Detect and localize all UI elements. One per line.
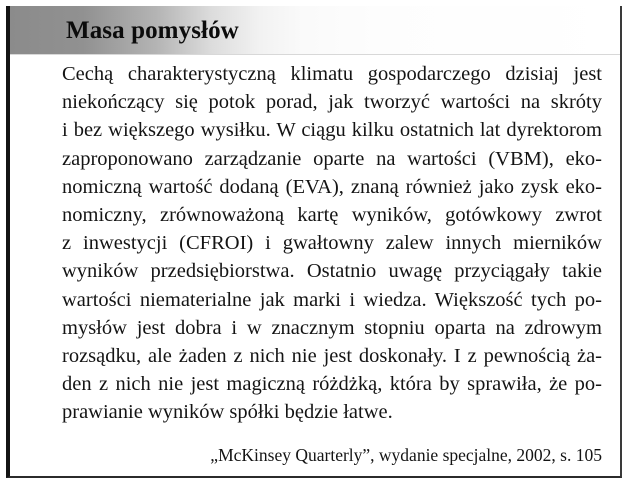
body-line: z inwestycji (CFROI) i gwałtowny zalew innych mierników	[62, 232, 602, 255]
body-line: prawianie wyników spółki będzie łatwe.	[62, 401, 393, 424]
callout-header-band	[10, 6, 620, 55]
body-line: nomiczny, zrównoważoną kartę wyników, gotówkowy zwrot	[62, 204, 602, 227]
body-line: den z nich nie jest magiczną różdżką, która by sprawiła, że po-	[62, 373, 602, 396]
body-line: zaproponowano zarządzanie oparte na wartości (VBM), eko-	[62, 147, 602, 170]
body-paragraph	[62, 60, 602, 427]
body-line: mysłów jest dobra i w znacznym stopniu oparta na zdrowym	[62, 316, 602, 339]
body-line: niekończący się potok porad, jak tworzyć wartości na skróty	[62, 91, 602, 114]
page-title: Masa pomysłów	[66, 17, 239, 44]
body-line: Cechą charakterystyczną klimatu gospodarczego dzisiaj jest	[62, 63, 602, 85]
callout-box	[6, 6, 622, 478]
callout-content	[62, 60, 602, 466]
body-line: rozsądku, ale żaden z nich nie jest doskonały. I z pewnością ża-	[62, 345, 602, 368]
body-line: wyników przedsiębiorstwa. Ostatnio uwagę przyciągały takie	[62, 260, 602, 283]
source-citation: „McKinsey Quarterly”, wydanie specjalne, 2002, s. 105	[210, 444, 602, 465]
body-line: wartości niematerialne jak marki i wiedza. Większość tych po-	[62, 288, 602, 311]
body-line: i bez większego wysiłku. W ciągu kilku ostatnich lat dyrektorom	[62, 119, 602, 142]
body-line: nomiczną wartość dodaną (EVA), znaną również jako zysk eko-	[62, 175, 602, 198]
